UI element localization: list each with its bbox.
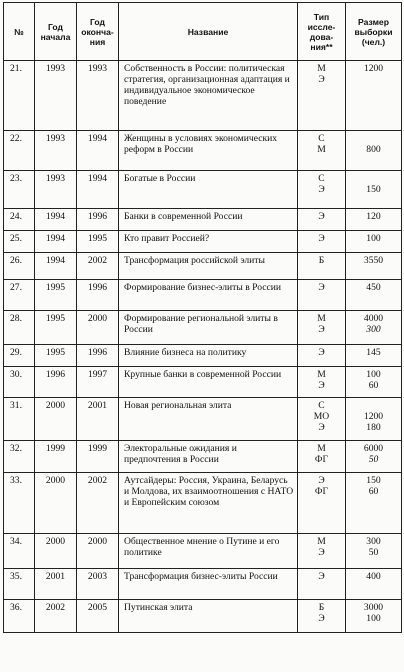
sample-size (349, 133, 398, 144)
study-type: Э (318, 282, 325, 293)
study-type-cell (298, 131, 346, 171)
table-row (4, 398, 402, 441)
project-title: Общественное мнение о Путине и его политике (119, 534, 298, 569)
start-year: 1999 (35, 441, 77, 473)
sample-size: 1200 (363, 411, 384, 422)
sample-size-cell (346, 600, 402, 633)
end-year: 1999 (77, 441, 119, 473)
study-type: М (317, 536, 326, 547)
project-title: Богатые в России (119, 171, 298, 209)
project-title: Крупные банки в современной России (119, 367, 298, 398)
start-year: 1996 (35, 367, 77, 398)
header-title: Название (119, 3, 298, 61)
research-projects-table (3, 2, 402, 633)
study-type-cell (298, 231, 346, 253)
sample-size: 120 (366, 211, 381, 222)
study-type-cell (298, 473, 346, 534)
start-year: 1993 (35, 171, 77, 209)
sample-size-cell (346, 441, 402, 473)
study-type: С (318, 400, 325, 411)
row-number: 30. (4, 367, 35, 398)
end-year: 2000 (77, 311, 119, 345)
study-type: Э (318, 233, 325, 244)
study-type-cell (298, 209, 346, 231)
table-row (4, 473, 402, 534)
end-year: 1996 (77, 209, 119, 231)
sample-size-cell (346, 231, 402, 253)
row-number: 35. (4, 569, 35, 600)
end-year: 1996 (77, 280, 119, 311)
table-row (4, 231, 402, 253)
project-title: Женщины в условиях экономических реформ в России (119, 131, 298, 171)
table-row (4, 131, 402, 171)
study-type-cell (298, 534, 346, 569)
start-year: 1994 (35, 209, 77, 231)
sample-size: 60 (368, 380, 379, 391)
study-type: Э (318, 547, 325, 558)
study-type: М (317, 144, 326, 155)
sample-size-cell (346, 61, 402, 131)
row-number: 28. (4, 311, 35, 345)
study-type-cell (298, 441, 346, 473)
row-number: 21. (4, 61, 35, 131)
project-title: Формирование бизнес-элиты в России (119, 280, 298, 311)
study-type: М (317, 443, 326, 454)
table-row (4, 534, 402, 569)
start-year: 2001 (35, 569, 77, 600)
sample-size: 6000 (363, 443, 384, 454)
row-number: 26. (4, 253, 35, 280)
sample-size-cell (346, 280, 402, 311)
sample-size (349, 400, 398, 411)
start-year: 1995 (35, 280, 77, 311)
study-type: Б (318, 602, 325, 613)
end-year: 1995 (77, 231, 119, 253)
sample-size: 800 (366, 144, 381, 155)
study-type: Э (318, 613, 325, 624)
study-type: Э (318, 475, 325, 486)
sample-size: 100 (366, 233, 381, 244)
study-type: Э (318, 324, 325, 335)
sample-size: 145 (366, 347, 381, 358)
project-title: Путинская элита (119, 600, 298, 633)
study-type-cell (298, 600, 346, 633)
project-title: Формирование региональной элиты в России (119, 311, 298, 345)
start-year: 2000 (35, 473, 77, 534)
end-year: 2002 (77, 473, 119, 534)
end-year: 2001 (77, 398, 119, 441)
row-number: 29. (4, 345, 35, 367)
study-type-cell (298, 398, 346, 441)
study-type: С (318, 173, 325, 184)
table-row (4, 441, 402, 473)
project-title: Электоральные ожидания и предпочтения в России (119, 441, 298, 473)
table-row (4, 253, 402, 280)
sample-size-cell (346, 398, 402, 441)
row-number: 34. (4, 534, 35, 569)
table-row (4, 600, 402, 633)
sample-size-cell (346, 311, 402, 345)
table-row (4, 171, 402, 209)
project-title: Трансформация бизнес-элиты России (119, 569, 298, 600)
table-row (4, 569, 402, 600)
end-year: 2000 (77, 534, 119, 569)
table-row (4, 345, 402, 367)
header-study-type: Тип иссле-дова-ния** (298, 3, 346, 61)
sample-size-cell (346, 473, 402, 534)
study-type: Э (318, 347, 325, 358)
sample-size: 300 (366, 324, 381, 335)
table-row (4, 280, 402, 311)
start-year: 1993 (35, 61, 77, 131)
header-row (4, 3, 402, 61)
header-number: № (4, 3, 35, 61)
sample-size: 4000 (363, 313, 384, 324)
study-type-cell (298, 367, 346, 398)
end-year: 1997 (77, 367, 119, 398)
end-year: 1994 (77, 131, 119, 171)
study-type: МО (313, 411, 330, 422)
project-title: Трансформация российской элиты (119, 253, 298, 280)
sample-size: 3000 (363, 602, 384, 613)
study-type-cell (298, 280, 346, 311)
row-number: 25. (4, 231, 35, 253)
start-year: 1995 (35, 311, 77, 345)
sample-size: 3550 (363, 255, 384, 266)
row-number: 33. (4, 473, 35, 534)
sample-size: 1200 (363, 63, 384, 74)
row-number: 24. (4, 209, 35, 231)
study-type: С (318, 133, 325, 144)
sample-size: 150 (366, 184, 381, 195)
header-start-year: Год начала (35, 3, 77, 61)
study-type: ФГ (314, 454, 329, 465)
start-year: 2000 (35, 398, 77, 441)
study-type: Э (318, 422, 325, 433)
sample-size: 50 (368, 547, 379, 558)
start-year: 1994 (35, 253, 77, 280)
row-number: 22. (4, 131, 35, 171)
start-year: 1993 (35, 131, 77, 171)
row-number: 27. (4, 280, 35, 311)
sample-size: 100 (366, 613, 381, 624)
end-year: 2002 (77, 253, 119, 280)
end-year: 1996 (77, 345, 119, 367)
table-row (4, 209, 402, 231)
header-end-year: Год оконча-ния (77, 3, 119, 61)
sample-size-cell (346, 171, 402, 209)
sample-size: 60 (368, 486, 379, 497)
row-number: 31. (4, 398, 35, 441)
sample-size-cell (346, 534, 402, 569)
project-title: Влияние бизнеса на политику (119, 345, 298, 367)
study-type: М (317, 63, 326, 74)
table-header (4, 3, 402, 61)
study-type-cell (298, 345, 346, 367)
sample-size: 450 (366, 282, 381, 293)
sample-size-cell (346, 367, 402, 398)
sample-size (349, 173, 398, 184)
sample-size: 100 (366, 369, 381, 380)
row-number: 32. (4, 441, 35, 473)
study-type-cell (298, 253, 346, 280)
sample-size: 50 (368, 454, 379, 465)
table-row (4, 61, 402, 131)
end-year: 2005 (77, 600, 119, 633)
header-sample-size: Размер выборки (чел.) (346, 3, 402, 61)
row-number: 36. (4, 600, 35, 633)
sample-size-cell (346, 131, 402, 171)
table-row (4, 367, 402, 398)
table-body (4, 61, 402, 633)
end-year: 1994 (77, 171, 119, 209)
project-title: Кто правит Россией? (119, 231, 298, 253)
project-title: Собственность в России: политическая стратегия, организационная адаптация и индивидуальное экономическое поведение (119, 61, 298, 131)
study-type: М (317, 369, 326, 380)
sample-size: 300 (366, 536, 381, 547)
study-type-cell (298, 311, 346, 345)
sample-size-cell (346, 253, 402, 280)
study-type: Э (318, 74, 325, 85)
sample-size: 150 (366, 475, 381, 486)
study-type: Э (318, 211, 325, 222)
sample-size-cell (346, 209, 402, 231)
study-type: ФГ (314, 486, 329, 497)
study-type: Б (318, 255, 325, 266)
study-type: М (317, 313, 326, 324)
study-type-cell (298, 569, 346, 600)
start-year: 2000 (35, 534, 77, 569)
table-row (4, 311, 402, 345)
end-year: 1993 (77, 61, 119, 131)
end-year: 2003 (77, 569, 119, 600)
study-type-cell (298, 171, 346, 209)
project-title: Аутсайдеры: Россия, Украина, Беларусь и Молдова, их взаимоотношения с НАТО и Европейским союзом (119, 473, 298, 534)
start-year: 1994 (35, 231, 77, 253)
start-year: 1995 (35, 345, 77, 367)
row-number: 23. (4, 171, 35, 209)
study-type: Э (318, 380, 325, 391)
study-type: Э (318, 184, 325, 195)
study-type: Э (318, 571, 325, 582)
study-type-cell (298, 61, 346, 131)
sample-size-cell (346, 345, 402, 367)
project-title: Банки в современной России (119, 209, 298, 231)
sample-size: 180 (366, 422, 381, 433)
sample-size: 400 (366, 571, 381, 582)
project-title: Новая региональная элита (119, 398, 298, 441)
sample-size-cell (346, 569, 402, 600)
start-year: 2002 (35, 600, 77, 633)
